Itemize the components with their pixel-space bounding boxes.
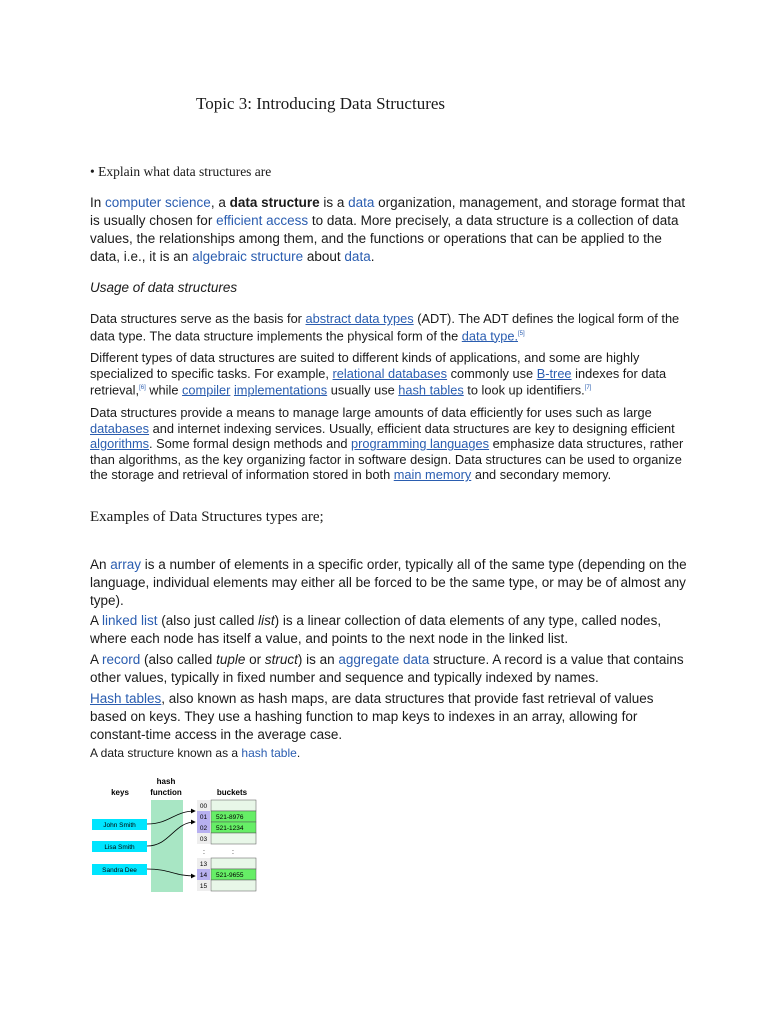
hash-function-column: [151, 800, 183, 892]
link-efficient-access[interactable]: efficient access: [216, 213, 309, 228]
header-buckets: buckets: [216, 788, 248, 797]
bucket-cell: [211, 880, 256, 891]
link-implementations[interactable]: implementations: [233, 382, 328, 398]
array-paragraph: [90, 556, 690, 610]
text: (ADT). The ADT defines the logical form of the data type. The data structure implements the physical form of the: [90, 311, 680, 343]
bucket-cell: [211, 800, 256, 811]
link-array[interactable]: array: [110, 557, 142, 572]
bullet-marker: •: [90, 164, 95, 179]
link-algorithms[interactable]: algorithms: [90, 436, 150, 452]
index-label: 01: [199, 814, 208, 821]
text: and internet indexing services. Usually, efficient data structures are key to designing efficient: [149, 420, 675, 436]
linked-list-paragraph: [90, 612, 690, 648]
text: and secondary memory.: [471, 467, 612, 483]
header-keys: keys: [111, 788, 129, 797]
text: A data structure known as a: [90, 746, 242, 760]
link-data-type[interactable]: data type: [461, 327, 515, 343]
link-databases[interactable]: databases: [90, 420, 150, 436]
link-relational-databases[interactable]: relational databases: [332, 365, 448, 381]
text: . Some formal design methods and: [149, 436, 352, 452]
link-record[interactable]: record: [102, 652, 141, 667]
text: An: [90, 557, 111, 572]
bucket-value: 521-9655: [216, 872, 244, 879]
link-computer-science[interactable]: computer science: [105, 195, 211, 210]
intro-paragraph: [90, 194, 690, 266]
hash-table-diagram: [88, 772, 268, 896]
diagram-caption: [90, 746, 690, 761]
text: A: [90, 652, 103, 667]
link-aggregate-data[interactable]: aggregate data: [338, 652, 430, 667]
link-abstract-data-types[interactable]: abstract data types: [305, 311, 414, 326]
keys-group: [92, 819, 147, 875]
text: to look up identifiers.: [463, 382, 585, 398]
text: commonly use: [447, 365, 537, 381]
key-label: John Smith: [103, 822, 136, 829]
index-label: 15: [199, 883, 208, 890]
usage-heading: Usage of data structures: [90, 280, 238, 295]
link-compiler[interactable]: compiler: [182, 382, 231, 398]
text: emphasize data structures, rather than algorithms, as the key organizing factor in software design. Data structures can be used to organize the storage and retrieval of information stored in both: [90, 436, 684, 483]
link-hash-tables-2[interactable]: Hash tables: [90, 691, 162, 706]
link-data[interactable]: data: [348, 195, 375, 210]
index-label: 13: [199, 861, 208, 868]
link-algebraic-structure[interactable]: algebraic structure: [192, 249, 304, 264]
bold-term: data structure: [229, 195, 320, 210]
text: structure. A record is a value that contains other values, typically in fixed number and sequence and typically indexed by names.: [90, 652, 684, 685]
hash-tables-paragraph: [90, 690, 690, 744]
index-ellipsis: :: [203, 849, 205, 856]
text: ) is an: [297, 652, 339, 667]
link-programming-languages[interactable]: programming languages: [351, 436, 490, 452]
text: A: [90, 613, 103, 628]
reference-5[interactable]: [5]: [518, 330, 525, 337]
italic-term: list: [258, 613, 275, 628]
key-label: Sandra Dee: [102, 867, 137, 874]
text: Data structures serve as the basis for: [90, 311, 306, 326]
usage-paragraph-1: [90, 311, 690, 343]
link-hash-table[interactable]: hash table: [241, 746, 297, 760]
key-label: Lisa Smith: [104, 844, 135, 851]
bullet-point: [90, 163, 690, 181]
index-label: 00: [199, 803, 208, 810]
usage-paragraph-3: [90, 405, 690, 483]
text: ) is a linear collection of data elements of any type, called nodes, where each node has itself a value, and points to the next node in the linked list.: [90, 613, 662, 646]
link-main-memory[interactable]: main memory: [393, 467, 472, 483]
text: usually use: [327, 382, 399, 398]
italic-term: struct: [264, 652, 298, 667]
link-b-tree[interactable]: B-tree: [536, 365, 572, 381]
text: or: [245, 652, 265, 667]
text: Data structures provide a means to manage large amounts of data efficiently for uses such as large: [90, 405, 652, 420]
header-function: function: [150, 788, 182, 797]
text: Different types of data structures are suited to different kinds of applications, and some are highly specialized to specific tasks. For example,: [90, 350, 640, 381]
index-label: 03: [199, 836, 208, 843]
reference-7[interactable]: [7]: [584, 385, 592, 392]
text: In: [90, 195, 106, 210]
bucket-ellipsis: :: [232, 849, 234, 856]
header-hash: hash: [156, 777, 176, 786]
text: to data. More precisely, a data structure is a collection of data values, the relationships among them, and the functions or operations that can be applied to the data, i.e., it is an: [90, 213, 679, 264]
examples-heading: Examples of Data Structures types are;: [90, 509, 324, 525]
link-data-2[interactable]: data: [344, 249, 371, 264]
bucket-cell: [211, 833, 256, 844]
text: , a: [210, 195, 230, 210]
page-title: Topic 3: Introducing Data Structures: [196, 94, 446, 113]
link-linked-list[interactable]: linked list: [102, 613, 158, 628]
bucket-rows-group: [197, 800, 256, 891]
text: is a number of elements in a specific order, typically all of the same type (depending on the language, individual elements may either all be forced to be the same type, or may be of almost any type).: [90, 557, 687, 608]
text: while: [145, 382, 183, 398]
index-label: 14: [199, 872, 208, 879]
text: organization, management, and storage format that is usually chosen for: [90, 195, 686, 228]
text: , also known as hash maps, are data structures that provide fast retrieval of values based on keys. They use a hashing function to map keys to indexes in an array, allowing for constant-time access in the average case.: [90, 691, 654, 742]
index-label: 02: [199, 825, 208, 832]
record-paragraph: [90, 651, 690, 687]
usage-paragraph-2: [90, 350, 690, 398]
bucket-value: 521-1234: [216, 825, 244, 832]
text: .: [370, 249, 375, 264]
text: (also just called: [157, 613, 259, 628]
bucket-value: 521-8976: [216, 814, 244, 821]
text: is a: [319, 195, 349, 210]
italic-term: tuple: [216, 652, 246, 667]
bullet-text: Explain what data structures are: [98, 164, 272, 179]
text: .: [296, 746, 301, 760]
text: indexes for data retrieval,: [90, 365, 667, 398]
bucket-cell: [211, 858, 256, 869]
reference-6[interactable]: [6]: [139, 385, 146, 392]
text: (also called: [140, 652, 217, 667]
text: .: [514, 327, 518, 343]
text: about: [303, 249, 345, 264]
link-hash-tables[interactable]: hash tables: [398, 382, 464, 398]
